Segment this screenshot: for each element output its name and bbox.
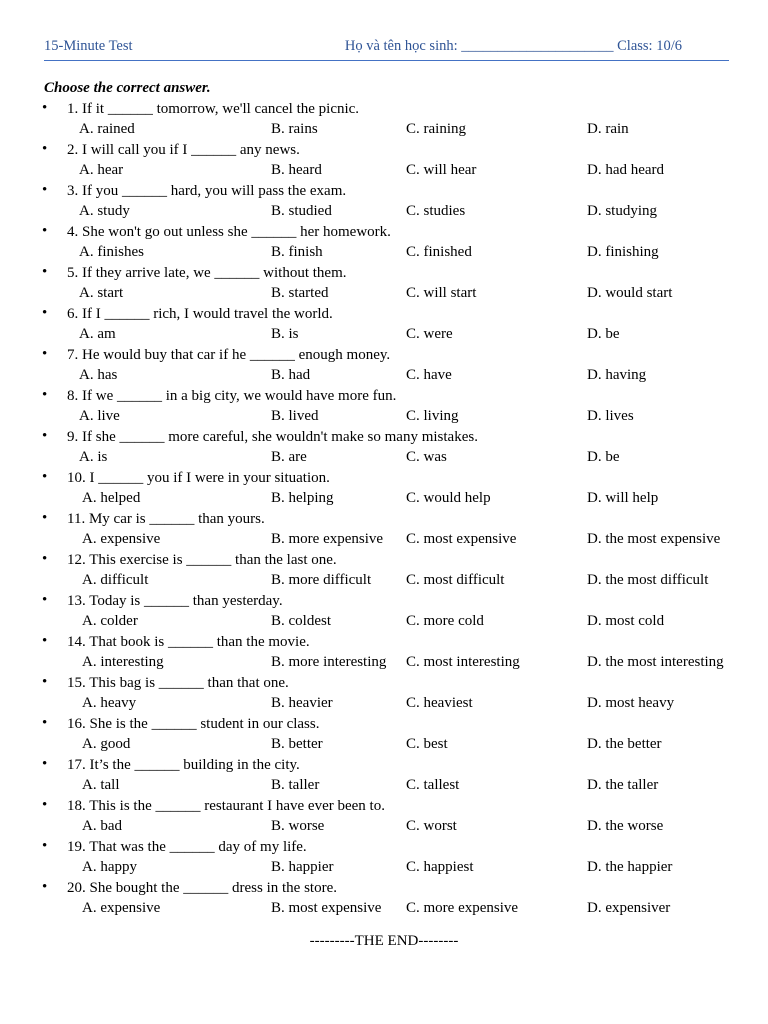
option-c: C. would help: [406, 490, 491, 506]
question-item: [0, 838, 768, 879]
bullet-icon: •: [42, 510, 48, 526]
question-item: [0, 305, 768, 346]
option-a: A. live: [79, 408, 120, 424]
option-a: A. helped: [82, 490, 141, 506]
option-d: D. most cold: [587, 613, 665, 629]
option-d: D. lives: [587, 408, 634, 424]
option-a: A. interesting: [82, 654, 164, 670]
option-a: A. colder: [82, 613, 138, 629]
option-b: B. better: [271, 736, 323, 752]
option-a: A. good: [82, 736, 131, 752]
bullet-icon: •: [42, 879, 48, 895]
question-list: [0, 100, 768, 920]
option-c: C. most expensive: [406, 531, 517, 547]
option-a: A. expensive: [82, 531, 161, 547]
question-stem: 12. This exercise is ______ than the last one.: [67, 552, 337, 568]
option-d: D. studying: [587, 203, 658, 219]
option-b: B. finish: [271, 244, 323, 260]
option-c: C. most difficult: [406, 572, 505, 588]
question-stem: 3. If you ______ hard, you will pass the exam.: [67, 183, 347, 199]
question-stem: 8. If we ______ in a big city, we would have more fun.: [67, 388, 397, 404]
question-stem: 18. This is the ______ restaurant I have ever been to.: [67, 798, 385, 814]
bullet-icon: •: [42, 346, 48, 362]
option-b: B. are: [271, 449, 307, 465]
question-stem: 13. Today is ______ than yesterday.: [67, 593, 283, 609]
question-stem: 4. She won't go out unless she ______ her homework.: [67, 224, 391, 240]
option-b: B. heavier: [271, 695, 333, 711]
bullet-icon: •: [42, 141, 48, 157]
option-b: B. heard: [271, 162, 322, 178]
question-item: [0, 387, 768, 428]
question-stem: 14. That book is ______ than the movie.: [67, 634, 310, 650]
option-a: A. study: [79, 203, 130, 219]
bullet-icon: •: [42, 100, 48, 116]
bullet-icon: •: [42, 305, 48, 321]
option-c: C. happiest: [406, 859, 474, 875]
question-item: [0, 715, 768, 756]
option-a: A. bad: [82, 818, 122, 834]
option-b: B. lived: [271, 408, 319, 424]
bullet-icon: •: [42, 715, 48, 731]
bullet-icon: •: [42, 223, 48, 239]
question-item: [0, 469, 768, 510]
option-a: A. finishes: [79, 244, 144, 260]
option-a: A. has: [79, 367, 118, 383]
bullet-icon: •: [42, 756, 48, 772]
option-d: D. finishing: [587, 244, 659, 260]
option-a: A. rained: [79, 121, 135, 137]
page-header: [44, 36, 729, 61]
option-b: B. studied: [271, 203, 332, 219]
option-c: C. living: [406, 408, 459, 424]
option-b: B. most expensive: [271, 900, 382, 916]
bullet-icon: •: [42, 428, 48, 444]
question-item: [0, 182, 768, 223]
question-item: [0, 510, 768, 551]
question-item: [0, 756, 768, 797]
bullet-icon: •: [42, 469, 48, 485]
bullet-icon: •: [42, 633, 48, 649]
bullet-icon: •: [42, 592, 48, 608]
question-stem: 15. This bag is ______ than that one.: [67, 675, 289, 691]
question-item: [0, 592, 768, 633]
question-item: [0, 223, 768, 264]
question-item: [0, 633, 768, 674]
option-d: D. be: [587, 326, 620, 342]
question-item: [0, 551, 768, 592]
option-b: B. coldest: [271, 613, 331, 629]
option-d: D. the most difficult: [587, 572, 709, 588]
option-c: C. were: [406, 326, 453, 342]
option-a: A. hear: [79, 162, 124, 178]
option-b: B. happier: [271, 859, 334, 875]
option-c: C. more expensive: [406, 900, 519, 916]
option-c: C. will start: [406, 285, 477, 301]
option-c: C. worst: [406, 818, 457, 834]
option-a: A. tall: [82, 777, 120, 793]
option-d: D. be: [587, 449, 620, 465]
option-b: B. more difficult: [271, 572, 372, 588]
option-b: B. started: [271, 285, 329, 301]
question-stem: 16. She is the ______ student in our class.: [67, 716, 320, 732]
option-d: D. the most expensive: [587, 531, 721, 547]
option-c: C. studies: [406, 203, 466, 219]
option-c: C. was: [406, 449, 447, 465]
question-item: [0, 879, 768, 920]
option-d: D. having: [587, 367, 647, 383]
option-d: D. the better: [587, 736, 662, 752]
option-d: D. would start: [587, 285, 673, 301]
option-a: A. am: [79, 326, 116, 342]
question-item: [0, 674, 768, 715]
end-marker: ---------THE END--------: [309, 933, 459, 949]
bullet-icon: •: [42, 264, 48, 280]
question-stem: 11. My car is ______ than yours.: [67, 511, 265, 527]
option-c: C. tallest: [406, 777, 460, 793]
option-d: D. will help: [587, 490, 659, 506]
option-b: B. helping: [271, 490, 334, 506]
option-b: B. more interesting: [271, 654, 387, 670]
option-d: D. the worse: [587, 818, 664, 834]
bullet-icon: •: [42, 674, 48, 690]
option-c: C. more cold: [406, 613, 484, 629]
option-c: C. heaviest: [406, 695, 473, 711]
option-d: D. had heard: [587, 162, 665, 178]
option-d: D. the happier: [587, 859, 673, 875]
option-a: A. start: [79, 285, 124, 301]
option-d: D. the taller: [587, 777, 659, 793]
question-stem: 20. She bought the ______ dress in the store.: [67, 880, 337, 896]
question-item: [0, 346, 768, 387]
student-info-line: Họ và tên học sinh: _____________________ Class: 10/6: [344, 38, 682, 54]
option-c: C. finished: [406, 244, 472, 260]
option-b: B. more expensive: [271, 531, 384, 547]
question-item: [0, 141, 768, 182]
question-item: [0, 797, 768, 838]
question-item: [0, 428, 768, 469]
option-a: A. expensive: [82, 900, 161, 916]
option-d: D. most heavy: [587, 695, 675, 711]
question-stem: 5. If they arrive late, we ______ without them.: [67, 265, 347, 281]
question-item: [0, 100, 768, 141]
instruction: Choose the correct answer.: [44, 80, 211, 96]
question-stem: 10. I ______ you if I were in your situation.: [67, 470, 330, 486]
option-b: B. rains: [271, 121, 318, 137]
option-d: D. rain: [587, 121, 629, 137]
option-b: B. is: [271, 326, 299, 342]
question-stem: 19. That was the ______ day of my life.: [67, 839, 307, 855]
option-b: B. worse: [271, 818, 325, 834]
bullet-icon: •: [42, 797, 48, 813]
option-a: A. difficult: [82, 572, 149, 588]
question-stem: 2. I will call you if I ______ any news.: [67, 142, 300, 158]
question-stem: 9. If she ______ more careful, she wouldn't make so many mistakes.: [67, 429, 478, 445]
option-b: B. had: [271, 367, 311, 383]
question-stem: 1. If it ______ tomorrow, we'll cancel the picnic.: [67, 101, 360, 117]
option-b: B. taller: [271, 777, 320, 793]
question-item: [0, 264, 768, 305]
bullet-icon: •: [42, 182, 48, 198]
bullet-icon: •: [42, 387, 48, 403]
option-c: C. raining: [406, 121, 466, 137]
option-d: D. expensiver: [587, 900, 671, 916]
bullet-icon: •: [42, 838, 48, 854]
option-a: A. heavy: [82, 695, 137, 711]
question-stem: 7. He would buy that car if he ______ enough money.: [67, 347, 391, 363]
option-d: D. the most interesting: [587, 654, 724, 670]
option-a: A. happy: [82, 859, 137, 875]
bullet-icon: •: [42, 551, 48, 567]
option-c: C. will hear: [406, 162, 477, 178]
option-c: C. have: [406, 367, 452, 383]
question-stem: 6. If I ______ rich, I would travel the world.: [67, 306, 333, 322]
test-title: 15-Minute Test: [44, 38, 133, 54]
question-stem: 17. It’s the ______ building in the city.: [67, 757, 300, 773]
option-c: C. best: [406, 736, 448, 752]
option-a: A. is: [79, 449, 108, 465]
option-c: C. most interesting: [406, 654, 520, 670]
